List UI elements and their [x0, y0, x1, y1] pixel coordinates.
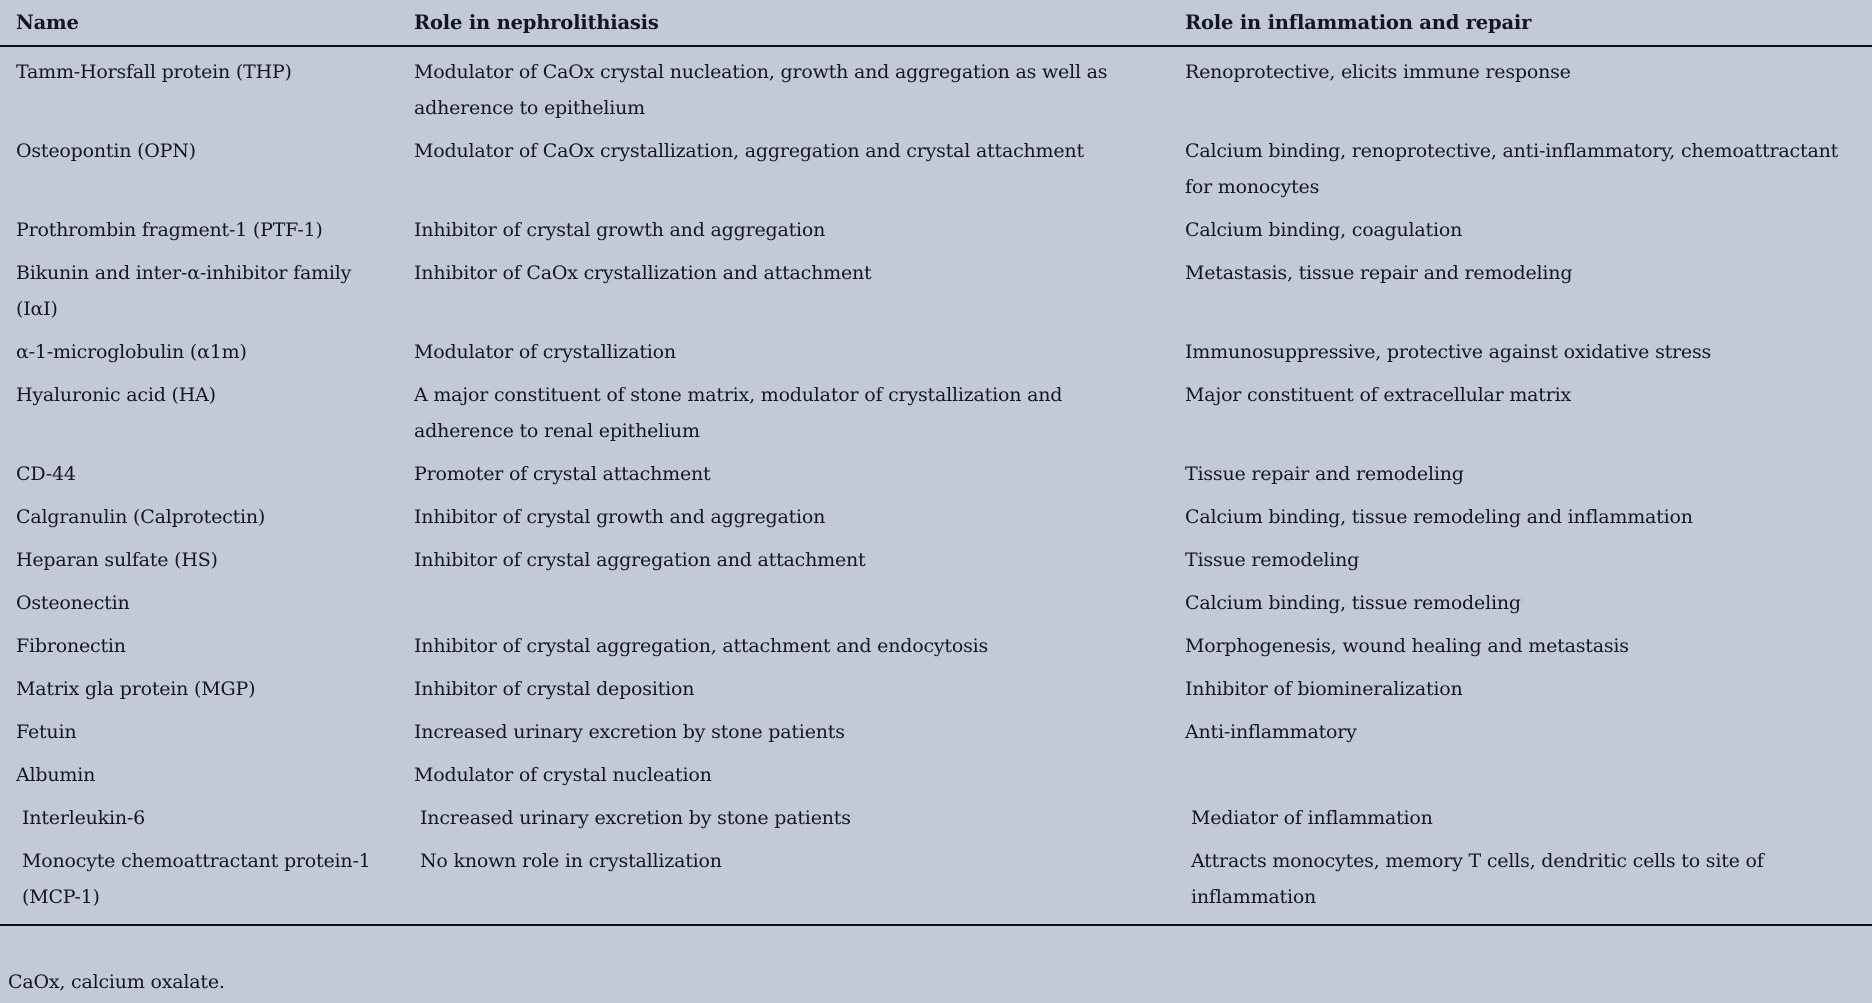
cell-role-nephrolithiasis: Modulator of crystallization: [414, 341, 676, 363]
cell-name: α-1-microglobulin (α1m): [16, 341, 247, 363]
cell-name: Bikunin and inter-α-inhibitor family (IαI): [16, 262, 352, 320]
table-row: [0, 46, 1872, 126]
cell-name: Calgranulin (Calprotectin): [16, 506, 266, 528]
cell-role-nephrolithiasis: Inhibitor of crystal growth and aggregation: [414, 506, 826, 528]
table-row: [0, 248, 1872, 327]
cell-role-inflammation: Calcium binding, coagulation: [1185, 219, 1463, 241]
cell-name: Fetuin: [16, 721, 77, 743]
table-row: [0, 750, 1872, 793]
cell-name: Monocyte chemoattractant protein-1 (MCP-1): [0, 836, 398, 925]
cell-role-inflammation: Tissue remodeling: [1185, 549, 1360, 571]
cell-role-inflammation: Tissue repair and remodeling: [1185, 463, 1464, 485]
cell-name: Tamm-Horsfall protein (THP): [16, 61, 292, 83]
table-row: [0, 621, 1872, 664]
table-row: [0, 492, 1872, 535]
cell-name: Matrix gla protein (MGP): [16, 678, 256, 700]
table-row: [0, 126, 1872, 205]
cell-name: Osteonectin: [16, 592, 130, 614]
cell-role-inflammation: Metastasis, tissue repair and remodeling: [1185, 262, 1573, 284]
column-header-name: Name: [0, 0, 398, 46]
cell-name: Interleukin-6: [22, 807, 145, 829]
table-row: [0, 707, 1872, 750]
table-row: [0, 535, 1872, 578]
table-row: [0, 664, 1872, 707]
cell-role-nephrolithiasis: Inhibitor of crystal growth and aggregation: [414, 219, 826, 241]
cell-name: Fibronectin: [16, 635, 126, 657]
cell-role-nephrolithiasis: Modulator of crystal nucleation: [414, 764, 712, 786]
header-row: [0, 0, 1872, 46]
cell-role-nephrolithiasis: A major constituent of stone matrix, modulator of crystallization and adherence to renal epithelium: [414, 384, 1063, 442]
table-row: [0, 449, 1872, 492]
cell-role-nephrolithiasis: Inhibitor of crystal aggregation and attachment: [414, 549, 866, 571]
cell-name: Prothrombin fragment-1 (PTF-1): [16, 219, 323, 241]
cell-role-nephrolithiasis: Promoter of crystal attachment: [414, 463, 711, 485]
cell-role-inflammation: Calcium binding, tissue remodeling and inflammation: [1185, 506, 1693, 528]
cell-role-nephrolithiasis: No known role in crystallization: [398, 836, 1169, 925]
table-row: [0, 836, 1872, 925]
cell-role-inflammation: Calcium binding, tissue remodeling: [1185, 592, 1521, 614]
table-row: [0, 578, 1872, 621]
cell-role-nephrolithiasis: Increased urinary excretion by stone patients: [414, 721, 845, 743]
cell-role-nephrolithiasis: [398, 578, 1169, 621]
cell-role-inflammation: Attracts monocytes, memory T cells, dendritic cells to site of inflammation: [1169, 836, 1872, 925]
cell-role-nephrolithiasis: Modulator of CaOx crystal nucleation, growth and aggregation as well as adherence to epithelium: [414, 61, 1108, 119]
cell-name: Heparan sulfate (HS): [16, 549, 218, 571]
table-row: [0, 370, 1872, 449]
cell-role-inflammation: Mediator of inflammation: [1191, 807, 1433, 829]
table-row: [0, 327, 1872, 370]
cell-role-nephrolithiasis: Inhibitor of CaOx crystallization and attachment: [414, 262, 872, 284]
cell-name: CD-44: [16, 463, 76, 485]
column-header-inflammation: Role in inflammation and repair: [1169, 0, 1872, 46]
cell-role-inflammation: Anti-inflammatory: [1185, 721, 1357, 743]
cell-role-inflammation: Major constituent of extracellular matrix: [1185, 384, 1572, 406]
cell-role-nephrolithiasis: Increased urinary excretion by stone patients: [420, 807, 851, 829]
cell-role-nephrolithiasis: Inhibitor of crystal deposition: [414, 678, 695, 700]
cell-role-inflammation: Calcium binding, renoprotective, anti-inflammatory, chemoattractant for monocytes: [1185, 140, 1839, 198]
cell-name: Osteopontin (OPN): [16, 140, 196, 162]
cell-role-inflammation: Renoprotective, elicits immune response: [1185, 61, 1571, 83]
table-footnote: CaOx, calcium oxalate.: [8, 971, 225, 993]
cell-role-inflammation: Morphogenesis, wound healing and metastasis: [1185, 635, 1629, 657]
cell-role-nephrolithiasis: Inhibitor of crystal aggregation, attachment and endocytosis: [414, 635, 989, 657]
cell-name: Albumin: [16, 764, 96, 786]
table-row: [0, 205, 1872, 248]
cell-role-inflammation: Inhibitor of biomineralization: [1185, 678, 1463, 700]
cell-role-nephrolithiasis: Modulator of CaOx crystallization, aggregation and crystal attachment: [414, 140, 1084, 162]
cell-role-inflammation: [1169, 750, 1872, 793]
column-header-nephrolithiasis: Role in nephrolithiasis: [398, 0, 1169, 46]
table-row: [0, 793, 1872, 836]
cell-name: Hyaluronic acid (HA): [16, 384, 216, 406]
cell-role-inflammation: Immunosuppressive, protective against oxidative stress: [1185, 341, 1712, 363]
